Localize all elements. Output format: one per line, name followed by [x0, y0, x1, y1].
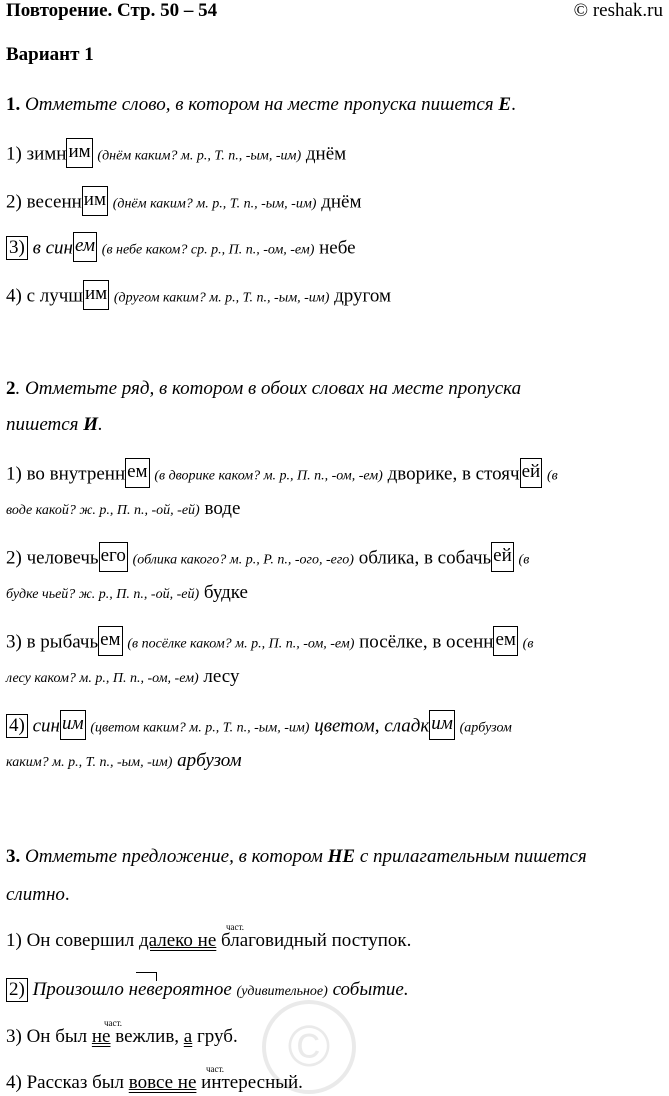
q3-question: 3. Отметьте предложение, в котором НЕ с прилагательным пишется — [6, 846, 587, 867]
q3-question-line2: слитно. — [6, 884, 70, 905]
answer-mark: 4) — [6, 714, 28, 738]
q2-option-3-line2: лесу каком? м. р., П. п., -ом, -ем) лесу — [6, 666, 240, 687]
morpheme-prefix-mark — [136, 972, 157, 981]
answer-mark: 3) — [6, 236, 28, 260]
q2-option-3: 3) в рыбачь ем (в посёлке каком? м. р., П. п., -ом, -ем) посёлке, в осенн ем (в — [6, 630, 533, 656]
q3-sentence-4: 4) Рассказ был вовсе не интересный. — [6, 1072, 303, 1093]
q2-option-4: 4) син им (цветом каким? м. р., Т. п., -ым, -им) цветом, сладк им (арбузом — [6, 714, 512, 740]
q2-option-2-line2: будке чьей? ж. р., П. п., -ой, -ей) будке — [6, 582, 248, 603]
q3-sentence-3: 3) Он был не вежлив, а груб. — [6, 1026, 238, 1047]
q2-option-1-line2: воде какой? ж. р., П. п., -ой, -ей) воде — [6, 498, 241, 519]
q1-option-3: 3) в син ем (в небе каком? ср. р., П. п., -ом, -ем) небе — [6, 236, 356, 262]
particle-label: част. — [206, 1064, 225, 1074]
watermark-copyright-icon: © — [262, 1000, 356, 1094]
q3-sentence-1: 1) Он совершил далеко не благовидный поступок. — [6, 930, 412, 951]
q1-option-1: 1) зимн им (днём каким? м. р., Т. п., -ым, -им) днём — [6, 142, 346, 168]
source-label: © reshak.ru — [573, 0, 663, 21]
q1-option-4: 4) с лучш им (другом каким? м. р., Т. п., -ым, -им) другом — [6, 284, 391, 310]
q1-question: 1. Отметьте слово, в котором на месте пропуска пишется Е. — [6, 94, 516, 115]
q3-sentence-2: 2) Произошло невероятное (удивительное) событие. — [6, 978, 409, 1002]
particle-label: част. — [226, 922, 245, 932]
answer-mark: 2) — [6, 978, 28, 1002]
q2-option-4-line2: каким? м. р., Т. п., -ым, -им) арбузом — [6, 750, 242, 771]
q2-question: 2. Отметьте ряд, в котором в обоих словах на месте пропуска — [6, 378, 522, 399]
particle-label: част. — [104, 1018, 123, 1028]
page-title: Повторение. Стр. 50 – 54 — [6, 0, 218, 21]
q1-option-2: 2) весенн им (днём каким? м. р., Т. п., -ым, -им) днём — [6, 190, 361, 216]
q2-option-2: 2) человечь его (облика какого? м. р., Р. п., -ого, -его) облика, в собачь ей (в — [6, 546, 529, 572]
q2-option-1: 1) во внутренн ем (в дворике каком? м. р., П. п., -ом, -ем) дворике, в стояч ей (в — [6, 462, 558, 488]
variant-title: Вариант 1 — [6, 44, 94, 65]
q2-question-line2: пишется И. — [6, 414, 103, 435]
